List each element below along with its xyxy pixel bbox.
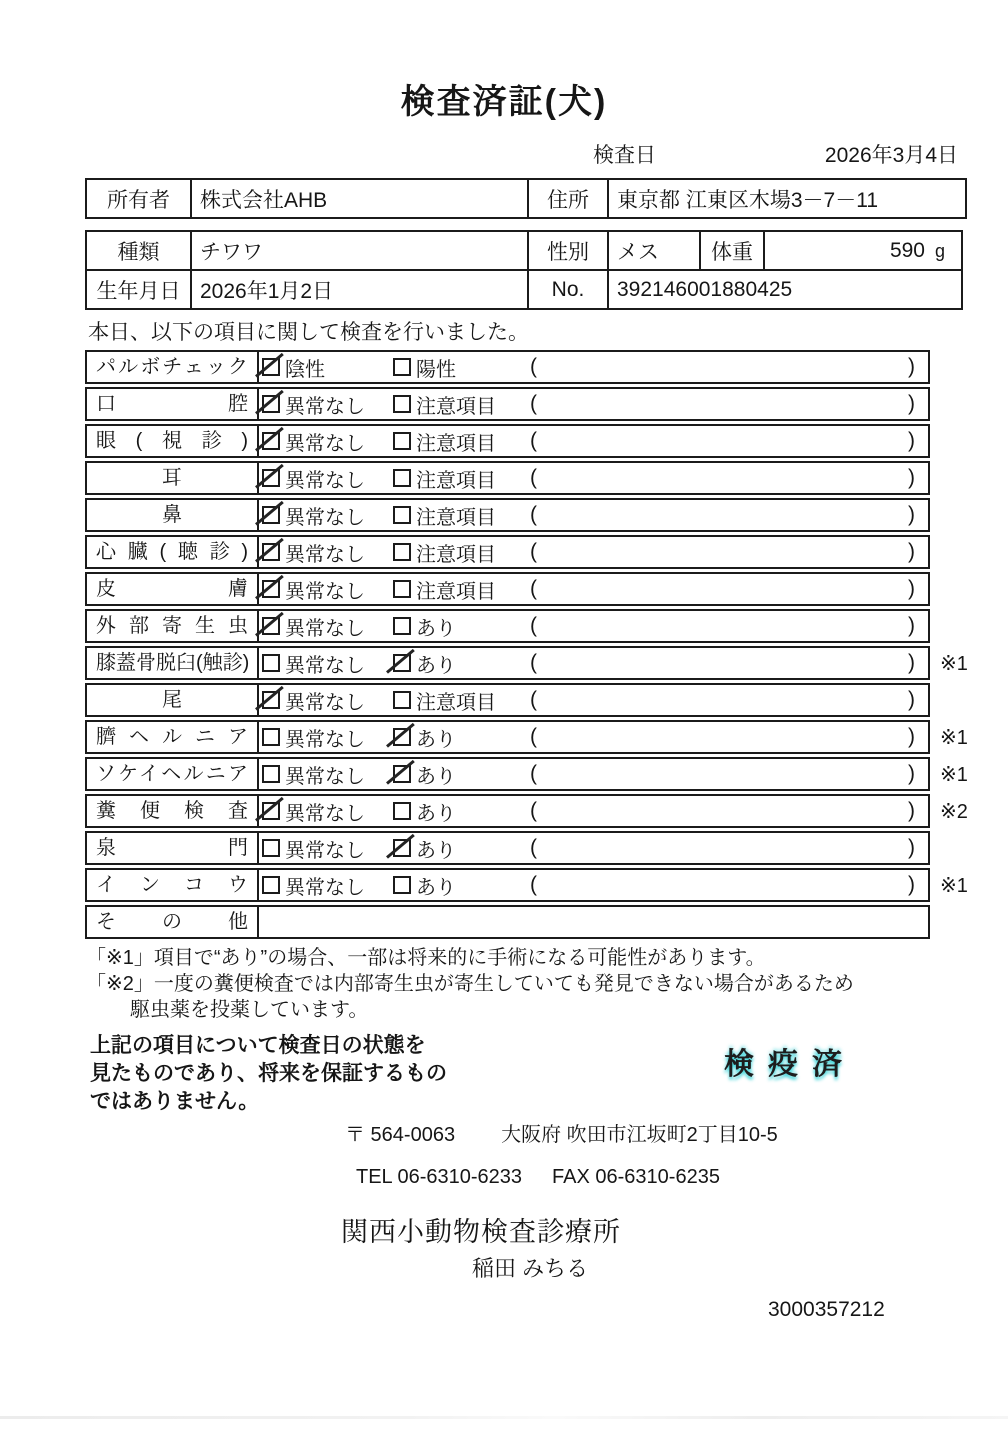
checklist-row [85, 794, 1008, 828]
option1-checkbox [262, 876, 280, 894]
paren-open: ( [530, 540, 537, 563]
option2-checkbox [393, 469, 411, 487]
exam-item-label: 耳 [87, 463, 259, 493]
weight-unit: g [934, 240, 945, 261]
paren-close: ) [908, 466, 915, 489]
option1-checkbox [262, 543, 280, 561]
disclaimer-line3: ではありません。 [90, 1090, 260, 1113]
option1-label: 異常なし [285, 432, 365, 455]
disclaimer-line1: 上記の項目について検査日の状態を [90, 1034, 426, 1057]
checklist-row [85, 683, 1008, 717]
address-value: 東京都 江東区木場3－7－11 [608, 179, 966, 218]
option1-label: 異常なし [285, 654, 365, 677]
option2-checkbox [393, 358, 411, 376]
inspection-date-value: 2026年3月4日 [824, 144, 958, 167]
option1-checkbox [262, 506, 280, 524]
footnotes [86, 945, 1008, 1023]
option2-label: あり [416, 839, 456, 862]
paren-close: ) [908, 355, 915, 378]
exam-item-label: ソケイヘルニア [87, 759, 259, 789]
clinic-postal-row [345, 1118, 1008, 1147]
option1-label: 異常なし [285, 395, 365, 418]
exam-item-label: 外部寄生虫 [87, 611, 259, 641]
clinic-tel: TEL 06-6310-6233 [356, 1166, 523, 1188]
paren-close: ) [908, 799, 915, 822]
weight-value [764, 231, 962, 270]
birthdate-label: 生年月日 [86, 270, 191, 309]
paren-close: ) [908, 836, 915, 859]
birthdate-value: 2026年1月2日 [191, 270, 528, 309]
exam-item-label: インコウ [87, 870, 259, 900]
option1-checkbox [262, 765, 280, 783]
paren-close: ) [908, 577, 915, 600]
option1-checkbox [262, 728, 280, 746]
clinic-fax: FAX 06-6310-6235 [552, 1166, 720, 1188]
checklist-row [85, 535, 1008, 569]
paren-open: ( [530, 873, 537, 896]
row-footnote-mark: ※1 [940, 874, 968, 897]
exam-item-label: 皮膚 [87, 574, 259, 604]
option2-label: あり [416, 802, 456, 825]
sex-value: メス [608, 231, 700, 270]
option1-label: 異常なし [285, 765, 365, 788]
option2-checkbox [393, 580, 411, 598]
exam-item-label: 膝蓋骨脱臼(触診) [87, 648, 259, 678]
paren-open: ( [530, 651, 537, 674]
paren-open: ( [530, 614, 537, 637]
checklist-row [85, 387, 1008, 421]
row-footnote-mark: ※2 [940, 800, 968, 823]
inspection-date-label: 検査日 [593, 144, 656, 167]
address-label: 住所 [528, 179, 608, 218]
option2-checkbox [393, 765, 411, 783]
paren-close: ) [908, 614, 915, 637]
owner-value: 株式会社AHB [191, 179, 528, 218]
option2-label: あり [416, 654, 456, 677]
intro-text: 本日、以下の項目に関して検査を行いました。 [88, 321, 529, 344]
checklist-row [85, 831, 1008, 865]
inspection-date-row [85, 141, 960, 169]
serial-number: 3000357212 [768, 1298, 885, 1321]
scan-artifact-line [0, 1416, 1008, 1419]
clinic-address: 大阪府 吹田市江坂町2丁目10-5 [501, 1124, 778, 1146]
option2-label: 注意項目 [416, 469, 496, 492]
paren-open: ( [530, 466, 537, 489]
option2-label: あり [416, 876, 456, 899]
paren-open: ( [530, 799, 537, 822]
option2-label: 注意項目 [416, 691, 496, 714]
weight-label: 体重 [700, 231, 764, 270]
exam-item-label: 尾 [87, 685, 259, 715]
checklist-row [85, 461, 1008, 495]
species-value: チワワ [191, 231, 528, 270]
option1-checkbox [262, 580, 280, 598]
option2-checkbox [393, 839, 411, 857]
paren-close: ) [908, 651, 915, 674]
paren-close: ) [908, 540, 915, 563]
owner-table [85, 178, 967, 219]
checklist-row [85, 757, 1008, 791]
exam-item-label: 泉門 [87, 833, 259, 863]
option1-label: 異常なし [285, 469, 365, 492]
option1-label: 異常なし [285, 728, 365, 751]
species-label: 種類 [86, 231, 191, 270]
option2-checkbox [393, 876, 411, 894]
paren-close: ) [908, 503, 915, 526]
paren-open: ( [530, 836, 537, 859]
option1-checkbox [262, 802, 280, 820]
checklist-row [85, 350, 1008, 384]
option2-checkbox [393, 654, 411, 672]
paren-open: ( [530, 577, 537, 600]
exam-item-label: その他 [87, 907, 259, 937]
option2-checkbox [393, 802, 411, 820]
option2-checkbox [393, 728, 411, 746]
paren-open: ( [530, 392, 537, 415]
checklist-row [85, 905, 1008, 939]
option2-checkbox [393, 617, 411, 635]
exam-item-label: 眼(視診) [87, 426, 259, 456]
paren-close: ) [908, 725, 915, 748]
checklist-row [85, 868, 1008, 902]
option1-label: 陰性 [285, 358, 325, 381]
exam-item-label: 臍ヘルニア [87, 722, 259, 752]
option1-label: 異常なし [285, 543, 365, 566]
exam-item-label: 心臓(聴診) [87, 537, 259, 567]
option2-checkbox [393, 395, 411, 413]
checklist-row [85, 609, 1008, 643]
paren-open: ( [530, 355, 537, 378]
exam-item-label: 糞便検査 [87, 796, 259, 826]
footnote-2-line2: 駆虫薬を投薬しています。 [130, 999, 369, 1021]
page-title: 検査済証(犬) [400, 83, 608, 121]
option2-label: 注意項目 [416, 506, 496, 529]
footnote-2-line1: 「※2」一度の糞便検査では内部寄生虫が寄生していても発見できない場合があるため [86, 973, 854, 995]
exam-item-label: 口腔 [87, 389, 259, 419]
option1-checkbox [262, 432, 280, 450]
option1-checkbox [262, 654, 280, 672]
option2-checkbox [393, 432, 411, 450]
option2-label: 注意項目 [416, 580, 496, 603]
option2-label: 注意項目 [416, 395, 496, 418]
option1-checkbox [262, 691, 280, 709]
postal-code: 〒 564-0063 [345, 1124, 456, 1146]
option1-checkbox [262, 395, 280, 413]
disclaimer-line2: 見たものであり、将来を保証するもの [90, 1062, 447, 1085]
weight-number: 590 [889, 238, 925, 262]
option2-checkbox [393, 691, 411, 709]
owner-label: 所有者 [86, 179, 191, 218]
paren-open: ( [530, 762, 537, 785]
exam-item-label: パルボチェック [87, 352, 259, 382]
option2-label: あり [416, 617, 456, 640]
option1-checkbox [262, 617, 280, 635]
paren-open: ( [530, 503, 537, 526]
option1-checkbox [262, 839, 280, 857]
no-value: 392146001880425 [608, 270, 962, 309]
paren-close: ) [908, 873, 915, 896]
clinic-tel-row [356, 1166, 1008, 1189]
quarantine-stamp: 検疫済 [724, 1048, 856, 1081]
option1-label: 異常なし [285, 876, 365, 899]
option1-label: 異常なし [285, 839, 365, 862]
option1-checkbox [262, 469, 280, 487]
paren-open: ( [530, 688, 537, 711]
checklist-row [85, 646, 1008, 680]
option1-label: 異常なし [285, 617, 365, 640]
checklist-row [85, 498, 1008, 532]
checklist-row [85, 572, 1008, 606]
paren-open: ( [530, 429, 537, 452]
sex-label: 性別 [528, 231, 608, 270]
paren-close: ) [908, 392, 915, 415]
option2-label: あり [416, 765, 456, 788]
option2-checkbox [393, 506, 411, 524]
row-footnote-mark: ※1 [940, 652, 968, 675]
row-footnote-mark: ※1 [940, 726, 968, 749]
checklist-table [85, 350, 1008, 939]
paren-close: ) [908, 688, 915, 711]
option1-label: 異常なし [285, 506, 365, 529]
option2-checkbox [393, 543, 411, 561]
disclaimer [90, 1032, 490, 1116]
exam-item-label: 鼻 [87, 500, 259, 530]
paren-open: ( [530, 725, 537, 748]
animal-table [85, 230, 963, 310]
clinic-name: 関西小動物検査診療所 [341, 1217, 621, 1247]
no-label: No. [528, 270, 608, 309]
option2-label: あり [416, 728, 456, 751]
option2-label: 注意項目 [416, 432, 496, 455]
row-footnote-mark: ※1 [940, 763, 968, 786]
option2-label: 注意項目 [416, 543, 496, 566]
option1-checkbox [262, 358, 280, 376]
footnote-1: 「※1」項目で“あり”の場合、一部は将来的に手術になる可能性があります。 [86, 947, 766, 969]
option1-label: 異常なし [285, 691, 365, 714]
checklist-row [85, 424, 1008, 458]
paren-close: ) [908, 429, 915, 452]
option1-label: 異常なし [285, 580, 365, 603]
option2-label: 陽性 [416, 358, 456, 381]
checklist-row [85, 720, 1008, 754]
option1-label: 異常なし [285, 802, 365, 825]
veterinarian-name: 稲田 みちる [472, 1256, 589, 1281]
paren-close: ) [908, 762, 915, 785]
